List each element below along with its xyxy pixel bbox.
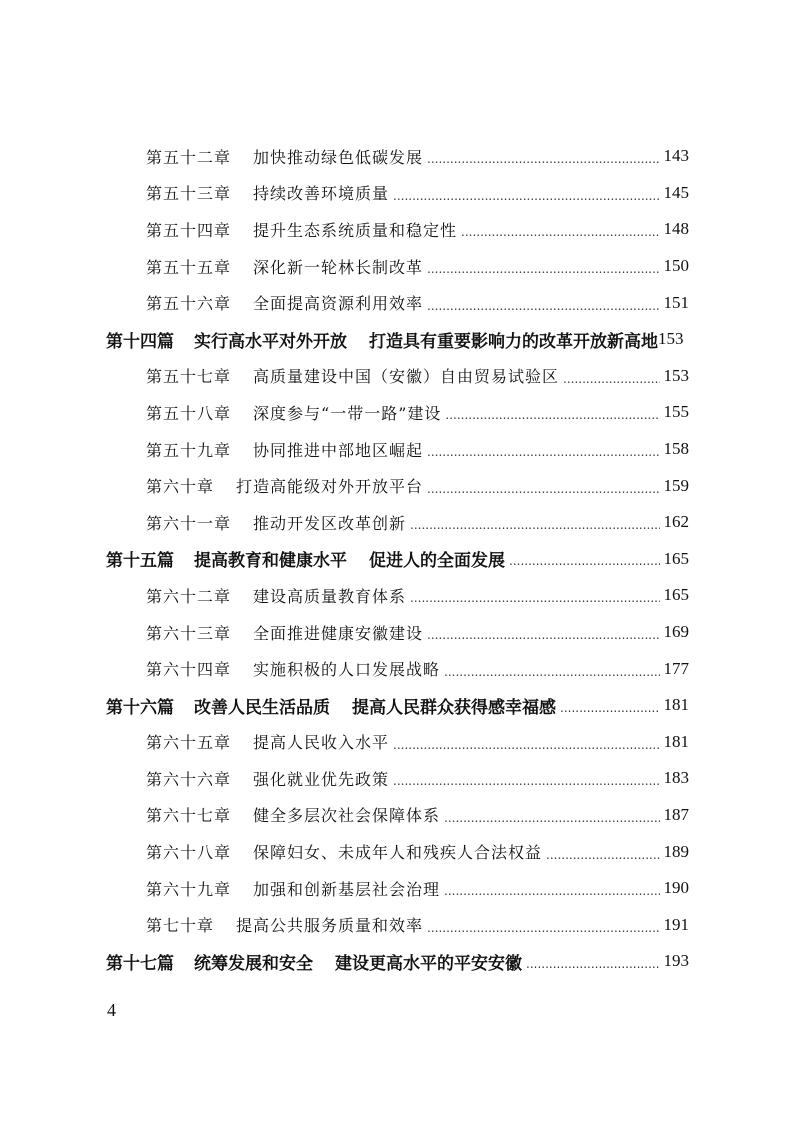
- toc-part-row: [0, 687, 793, 724]
- part-number: 第十七篇: [106, 953, 174, 974]
- dot-leader: [410, 587, 659, 603]
- chapter-title: 全面提高资源利用效率: [253, 294, 424, 314]
- chapter-title: 实施积极的人口发展战略: [253, 660, 441, 680]
- chapter-title: 全面推进健康安徽建设: [253, 623, 424, 643]
- chapter-title: 健全多层次社会保障体系: [253, 806, 441, 826]
- page-number: 4: [107, 1000, 116, 1020]
- toc-chapter-row: [0, 138, 793, 175]
- part-subtitle: 促进人的全面发展: [369, 551, 505, 572]
- page-ref: 187: [663, 804, 689, 824]
- toc-chapter-row: [0, 284, 793, 321]
- toc-part-row: [0, 321, 793, 358]
- part-subtitle: 提高人民群众获得感幸福感: [352, 697, 556, 718]
- dot-leader: [410, 514, 659, 530]
- dot-leader: [427, 295, 659, 311]
- dot-leader: [427, 917, 659, 933]
- toc-chapter-row: [0, 650, 793, 687]
- part-title: 改善人民生活品质: [194, 697, 330, 718]
- page-ref: 190: [663, 878, 689, 898]
- chapter-title: 保障妇女、未成年人和残疾人合法权益: [253, 843, 543, 863]
- page-ref: 181: [663, 731, 689, 751]
- part-number: 第十六篇: [106, 697, 174, 718]
- chapter-title: 建设高质量教育体系: [253, 586, 407, 606]
- toc-chapter-row: [0, 431, 793, 468]
- toc-chapter-row: [0, 870, 793, 907]
- dot-leader: [444, 880, 659, 896]
- page-ref: 153: [663, 365, 689, 385]
- toc-chapter-row: [0, 467, 793, 504]
- part-subtitle: 建设更高水平的平安安徽: [335, 953, 522, 974]
- page-ref: 169: [663, 622, 689, 642]
- toc-chapter-row: [0, 394, 793, 431]
- toc-chapter-row: [0, 906, 793, 943]
- page-ref: 181: [663, 695, 689, 715]
- dot-leader: [444, 807, 659, 823]
- part-subtitle: 打造具有重要影响力的改革开放新高地: [369, 331, 658, 352]
- chapter-number: 第五十四章: [146, 220, 232, 240]
- dot-leader: [526, 953, 660, 970]
- dot-leader: [509, 550, 660, 567]
- page-ref: 159: [663, 475, 689, 495]
- chapter-title: 提高公共服务质量和效率: [236, 916, 424, 936]
- chapter-number: 第六十章: [146, 477, 215, 497]
- toc-chapter-row: [0, 760, 793, 797]
- part-number: 第十五篇: [106, 551, 174, 572]
- dot-leader: [445, 404, 659, 420]
- chapter-number: 第六十九章: [146, 879, 232, 899]
- page-ref: 158: [663, 439, 689, 459]
- dot-leader: [427, 148, 659, 164]
- dot-leader: [393, 770, 659, 786]
- chapter-number: 第六十二章: [146, 586, 232, 606]
- chapter-number: 第五十五章: [146, 257, 232, 277]
- toc-chapter-row: [0, 175, 793, 212]
- part-title: 统筹发展和安全: [194, 953, 313, 974]
- chapter-number: 第六十八章: [146, 843, 232, 863]
- toc-part-row: [0, 541, 793, 578]
- page-ref: 151: [663, 292, 689, 312]
- dot-leader: [461, 221, 659, 237]
- toc-chapter-row: [0, 833, 793, 870]
- toc-chapter-row: [0, 211, 793, 248]
- page-ref: 183: [663, 768, 689, 788]
- dot-leader: [393, 185, 659, 201]
- table-of-contents: [0, 138, 793, 980]
- chapter-number: 第六十四章: [146, 660, 232, 680]
- dot-leader: [560, 697, 660, 714]
- chapter-title: 加强和创新基层社会治理: [253, 879, 441, 899]
- toc-chapter-row: [0, 614, 793, 651]
- dot-leader: [427, 624, 659, 640]
- toc-chapter-row: [0, 248, 793, 285]
- page-ref: 143: [663, 146, 689, 166]
- page-ref: 165: [663, 585, 689, 605]
- dot-leader: [546, 844, 659, 860]
- chapter-title: 持续改善环境质量: [253, 184, 390, 204]
- chapter-number: 第五十八章: [146, 403, 232, 423]
- chapter-title: 强化就业优先政策: [253, 769, 390, 789]
- dot-leader: [563, 368, 659, 384]
- chapter-title: 推动开发区改革创新: [253, 513, 407, 533]
- chapter-title: 加快推动绿色低碳发展: [253, 147, 424, 167]
- page-ref: 191: [663, 914, 689, 934]
- chapter-number: 第六十三章: [146, 623, 232, 643]
- toc-chapter-row: [0, 724, 793, 761]
- page-ref: 155: [663, 402, 689, 422]
- part-number: 第十四篇: [106, 331, 174, 352]
- part-title: 实行高水平对外开放: [194, 331, 347, 352]
- dot-leader: [444, 661, 659, 677]
- toc-chapter-row: [0, 504, 793, 541]
- page-ref: 165: [663, 548, 689, 568]
- page-ref: 150: [663, 256, 689, 276]
- toc-part-row: [0, 943, 793, 980]
- page-ref: 148: [663, 219, 689, 239]
- toc-chapter-row: [0, 358, 793, 395]
- chapter-title: 打造高能级对外开放平台: [236, 477, 424, 497]
- chapter-title: 提高人民收入水平: [253, 733, 390, 753]
- chapter-title: 高质量建设中国（安徽）自由贸易试验区: [253, 367, 560, 387]
- chapter-title: 深化新一轮林长制改革: [253, 257, 424, 277]
- chapter-number: 第六十一章: [146, 513, 232, 533]
- chapter-number: 第五十七章: [146, 367, 232, 387]
- dot-leader: [393, 734, 659, 750]
- dot-leader: [427, 478, 659, 494]
- toc-chapter-row: [0, 577, 793, 614]
- chapter-number: 第六十五章: [146, 733, 232, 753]
- toc-chapter-row: [0, 797, 793, 834]
- chapter-number: 第六十六章: [146, 769, 232, 789]
- dot-leader: [427, 258, 659, 274]
- chapter-number: 第五十二章: [146, 147, 232, 167]
- page-ref: 193: [663, 951, 689, 971]
- chapter-number: 第五十六章: [146, 294, 232, 314]
- chapter-number: 第七十章: [146, 916, 215, 936]
- chapter-number: 第五十三章: [146, 184, 232, 204]
- chapter-number: 第六十七章: [146, 806, 232, 826]
- part-title: 提高教育和健康水平: [194, 551, 347, 572]
- page-ref: 153: [658, 329, 684, 349]
- page-ref: 189: [663, 841, 689, 861]
- page-ref: 162: [663, 512, 689, 532]
- chapter-title: 深度参与“一带一路”建设: [253, 403, 442, 423]
- chapter-title: 提升生态系统质量和稳定性: [253, 220, 458, 240]
- page-ref: 145: [663, 182, 689, 202]
- chapter-title: 协同推进中部地区崛起: [253, 440, 424, 460]
- dot-leader: [427, 441, 659, 457]
- page-ref: 177: [663, 658, 689, 678]
- chapter-number: 第五十九章: [146, 440, 232, 460]
